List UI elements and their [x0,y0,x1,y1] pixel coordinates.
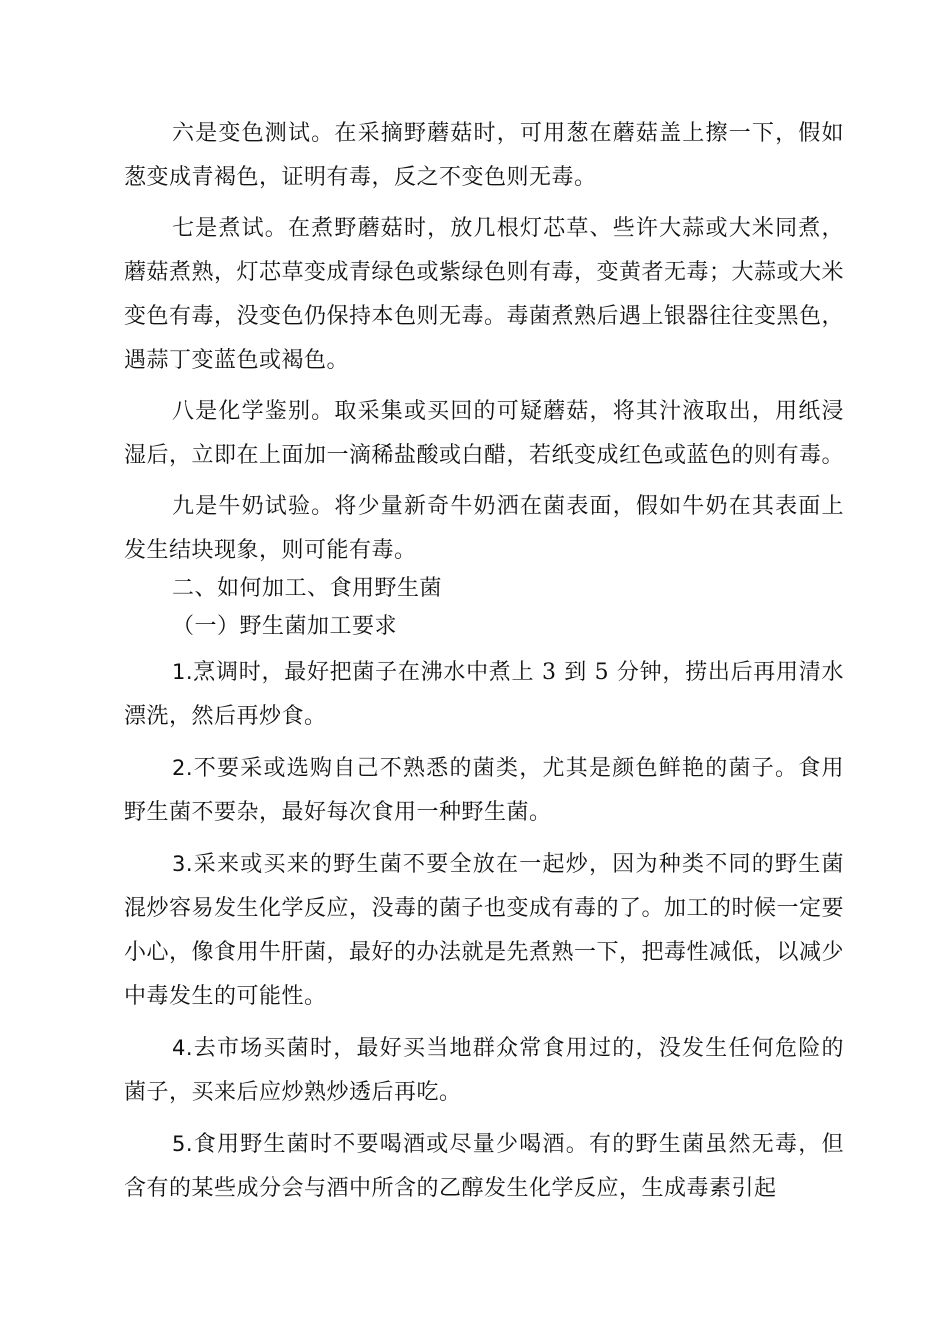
list-item-text: 不要采或选购自己不熟悉的菌类，尤其是颜色鲜艳的菌子。食用野生菌不要杂，最好每次食用一种野生菌。 [124,756,844,825]
list-item [124,1026,844,1115]
section-heading: 二、如何加工、食用野生菌 [172,576,443,601]
subsection-heading: （一）野生菌加工要求 [172,614,398,639]
list-item-text: 食用野生菌时不要喝酒或尽量少喝酒。有的野生菌虽然无毒，但含有的某些成分会与酒中所含的乙醇发生化学反应，生成毒素引起 [124,1132,844,1201]
paragraph-chemical-test: 八是化学鉴别。取采集或买回的可疑蘑菇，将其汁液取出，用纸浸湿后，立即在上面加一滴稀盐酸或白醋，若纸变成红色或蓝色的则有毒。 [124,399,845,468]
list-item-text: 采来或买来的野生菌不要全放在一起炒，因为种类不同的野生菌混炒容易发生化学反应，没毒的菌子也变成有毒的了。加工的时候一定要小心，像食用牛肝菌，最好的办法就是先煮熟一下，把毒性减低，以减少中毒发生的可能性。 [124,852,845,1009]
list-item-text: 去市场买菌时，最好买当地群众常食用过的，没发生任何危险的菌子，买来后应炒熟炒透后再吃。 [124,1036,844,1105]
list-item-text: 烹调时，最好把菌子在沸水中煮上 3 到 5 分钟，捞出后再用清水漂洗，然后再炒食。 [124,660,845,729]
list-item-number: 5. [172,1132,194,1156]
list-item [124,650,844,739]
list-item-number: 4. [172,1036,194,1060]
list-item [124,842,844,1019]
paragraph-boil-test: 七是煮试。在煮野蘑菇时，放几根灯芯草、些许大蒜或大米同煮，蘑菇煮熟，灯芯草变成青绿色或紫绿色则有毒，变黄者无毒；大蒜或大米变色有毒，没变色仍保持本色则无毒。毒菌煮熟后遇上银器往往变黑色，遇蒜丁变蓝色或褐色。 [124,216,845,373]
paragraph-milk-test: 九是牛奶试验。将少量新奇牛奶洒在菌表面，假如牛奶在其表面上发生结块现象，则可能有毒。 [124,494,844,563]
list-item-number: 2. [172,756,194,780]
document-page [124,112,844,1211]
paragraph-color-test: 六是变色测试。在采摘野蘑菇时，可用葱在蘑菇盖上擦一下，假如葱变成青褐色，证明有毒，反之不变色则无毒。 [124,121,844,190]
list-item-number: 3. [172,852,194,876]
list-item [124,1122,844,1211]
list-item-number: 1. [172,660,194,684]
list-item [124,746,844,835]
